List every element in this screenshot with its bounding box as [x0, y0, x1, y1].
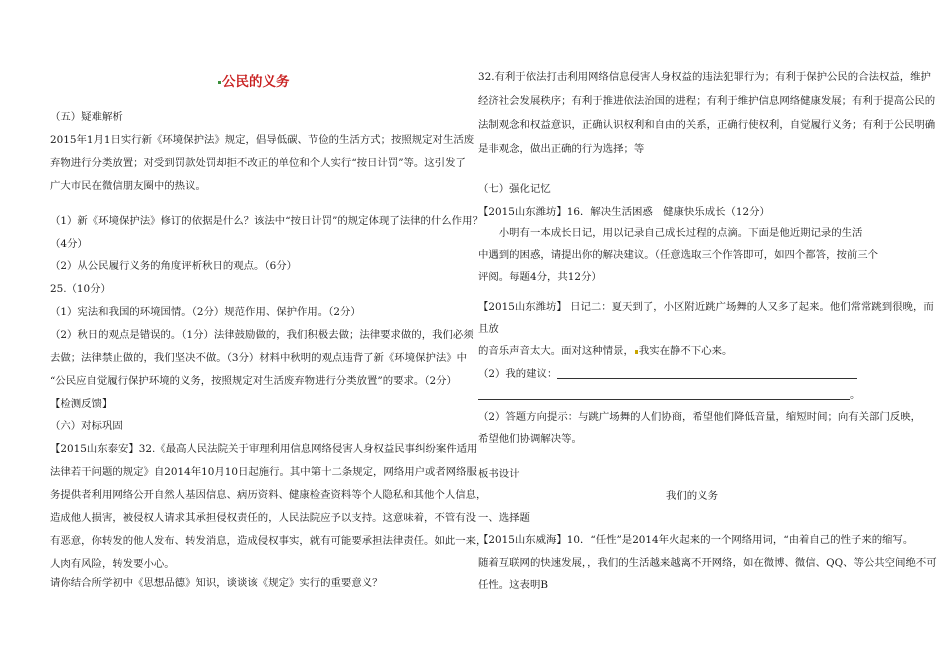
answer-line: （2）答题方向提示：与跳广场舞的人们协商，希望他们降低音量，缩短时间；向有关部门反映， [478, 411, 922, 423]
question-line: （4分） [50, 238, 88, 250]
text-line: 且放 [478, 323, 499, 335]
text-line: 弃物进行分类放置；对受到罚款处罚却拒不改正的单位和个人实行“按日计罚”等。这引发了 [50, 157, 466, 169]
lesson-title-text: 公民的义务 [222, 74, 290, 90]
question-line: （2）从公民履行义务的角度评析秋日的观点。（6分） [50, 260, 298, 272]
answer-line: 经济社会发展秩序；有利于推进依法治国的进程；有利于维护信息网络健康发展；有利于提高公民的 [478, 95, 936, 107]
answer-heading: 25.（10分） [50, 283, 111, 295]
section-heading: 一、选择题 [478, 512, 530, 524]
blank-end: 。 [850, 389, 861, 401]
answer-line: “公民应自觉履行保护环境的义务，按照规定对生活废弃物进行分类放置”的要求。（2分） [50, 375, 457, 387]
answer-line: （1）宪法和我国的环境国情。（2分）规范作用、保护作用。（2分） [50, 306, 361, 318]
answer-line: （2）秋日的观点是错误的。（1分）法律鼓励做的，我们积极去做；法律要求做的，我们必须 [50, 329, 474, 341]
answer-line: 是非观念，做出正确的行为选择；等 [478, 143, 645, 155]
section-heading: 板书设计 [478, 468, 520, 480]
text-line: 任性。这表明B [478, 579, 548, 591]
answer-line: 32.有利于依法打击利用网络信息侵害人身权益的违法犯罪行为；有利于保护公民的合法权益，维护 [478, 71, 931, 83]
board-title: 我们的义务 [666, 490, 718, 502]
text-line: 随着互联网的快速发展，，我们的生活越来越离不开网络，如在微博、微信、QQ、等公共空间绝不可 [478, 557, 937, 569]
suggestion-line [478, 388, 860, 402]
answer-line: 希望他们协调解决等。 [478, 433, 582, 445]
text-line: 【2015山东潍坊】 日记二：夏天到了，小区附近跳广场舞的人又多了起来。他们常常跳到很晚，而 [478, 301, 934, 313]
question-line: （1）新《环境保护法》修订的依据是什么？该法中“按日计罚”的规定体现了法律的什么作用？ [50, 215, 483, 227]
section-heading: （七）强化记忆 [478, 183, 551, 195]
lesson-title [218, 70, 290, 90]
text-line: 评阅。每题4分，共12分） [478, 271, 602, 283]
suggestion-line [478, 367, 857, 381]
suggestion-label: （2）我的建议： [478, 368, 558, 380]
marker-dot [218, 81, 221, 84]
text-line: 中遇到的困惑，请提出你的解决建议。（任意选取三个作答即可，如四个都答，按前三个 [478, 249, 879, 261]
answer-blank[interactable] [478, 389, 850, 400]
answer-blank[interactable] [557, 368, 857, 379]
text-line: 【2015山东威海】10．“任性”是2014年火起来的一个网络用词，“由着自己的性子来的缩写。 [478, 534, 914, 546]
answer-line: 去做；法律禁止做的，我们坚决不做。（3分）材料中秋明的观点违背了新《环境保护法》中 [50, 352, 468, 364]
text-line: 2015年1月1日实行新《环境保护法》规定，倡导低碳、节俭的生活方式；按照规定对生活废 [50, 134, 475, 146]
section-heading: 【检测反馈】 [50, 398, 113, 410]
question-heading: 【2015山东潍坊】16．解决生活困惑 健康快乐成长（12分） [478, 206, 770, 218]
text-line: 法律若干问题的规定》自2014年10月10日起施行。其中第十二条规定，网络用户或者网络服 [50, 466, 477, 478]
section-heading: （五）疑难解析 [50, 111, 123, 123]
text-segment: 我实在静不下心来。 [638, 345, 733, 357]
text-line: 务提供者利用网络公开自然人基因信息、病历资料、健康检查资料等个人隐私和其他个人信息， [50, 489, 487, 501]
question-line: 请你结合所学初中《思想品德》知识，谈谈该《规定》实行的重要意义？ [50, 577, 383, 589]
text-line: 有恶意，你转发的他人发布、转发消息，造成侵权事实，就有可能要承担法律责任。如此一来， [50, 535, 487, 547]
text-line: 广大市民在微信朋友圈中的热议。 [50, 180, 206, 192]
text-line: 造成他人损害，被侵权人请求其承担侵权责任的，人民法院应予以支持。这意味着，不管有没 [50, 512, 477, 524]
answer-line: 法制观念和权益意识，正确认识权利和自由的关系，正确行使权利，自觉履行义务；有利于公民明确 [478, 119, 936, 131]
section-heading: （六）对标巩固 [50, 420, 123, 432]
text-line: 小明有一本成长日记，用以记录自己成长过程的点滴。下面是他近期记录的生活 [478, 227, 863, 239]
marker-dot [635, 350, 638, 354]
text-line: 【2015山东泰安】32.《最高人民法院关于审理利用信息网络侵害人身权益民事纠纷案件适用 [50, 443, 478, 455]
text-line: 人肉有风险，转发要小心。 [50, 558, 175, 570]
text-line [478, 344, 732, 358]
text-segment: 的音乐声音太大。面对这种情景， [478, 345, 634, 357]
